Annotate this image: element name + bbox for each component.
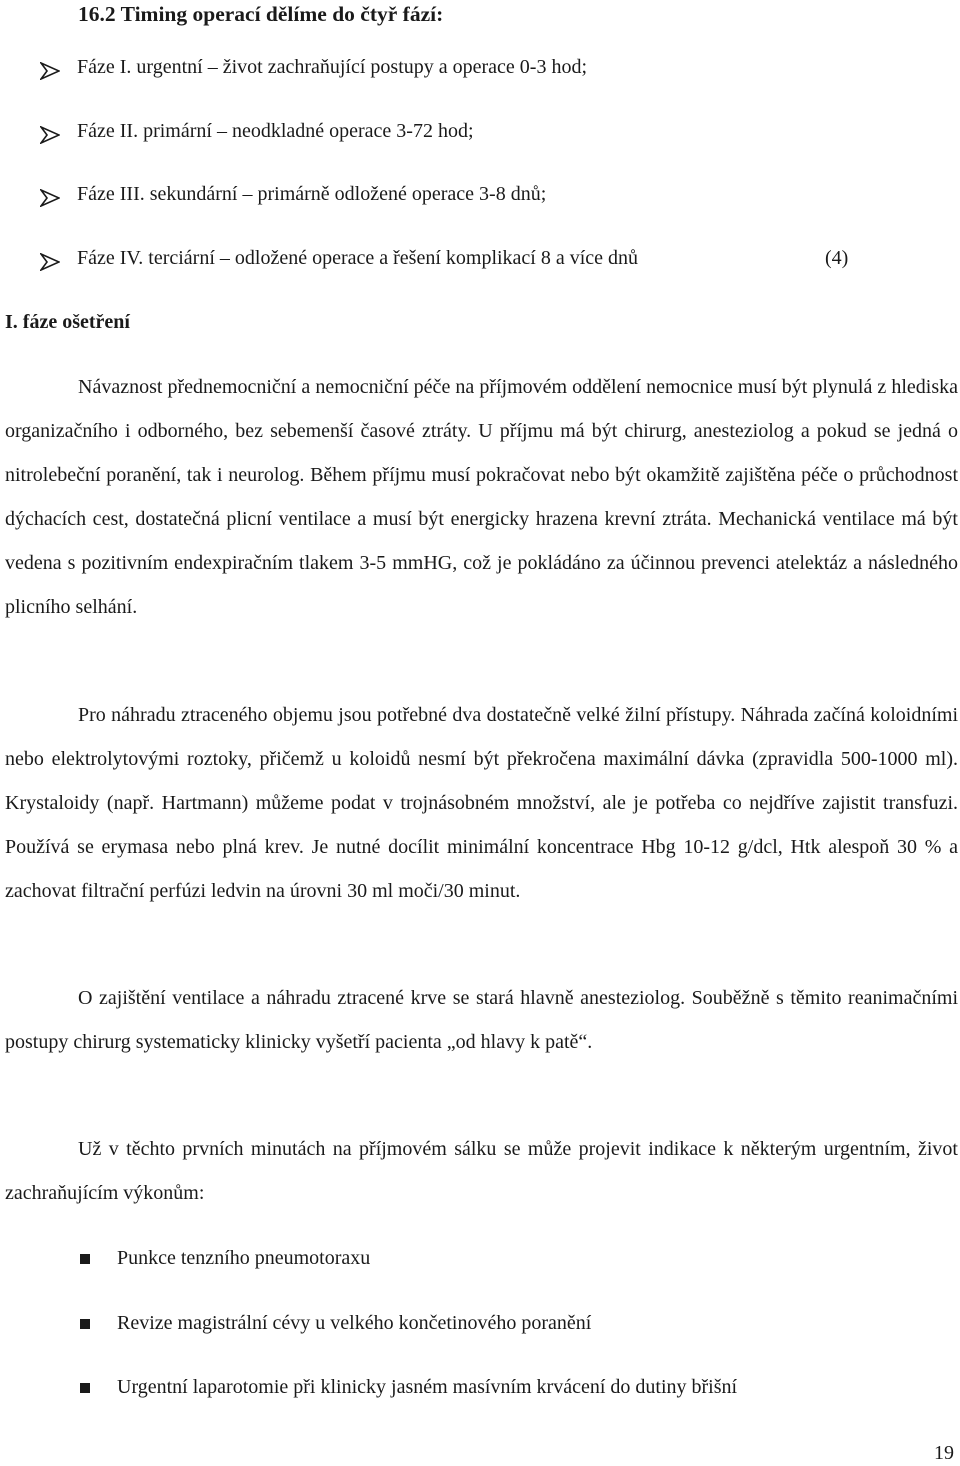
section-title: 16.2 Timing operací dělíme do čtyř fází:	[78, 2, 444, 26]
subheading: I. fáze ošetření	[5, 311, 130, 333]
phase-text: Fáze I. urgentní – život zachraňující postupy a operace 0-3 hod;	[77, 56, 588, 78]
phase-text: Fáze IV. terciární – odložené operace a řešení komplikací 8 a více dnů	[77, 247, 639, 269]
list-item-text: Revize magistrální cévy u velkého končetinového poranění	[117, 1312, 592, 1334]
square-bullet-icon	[80, 1383, 90, 1393]
list-item-text: Punkce tenzního pneumotoraxu	[117, 1247, 371, 1269]
square-bullet-icon	[80, 1254, 90, 1264]
list-item-text: Urgentní laparotomie při klinicky jasném masívním krvácení do dutiny břišní	[117, 1376, 738, 1398]
phase-text: Fáze II. primární – neodkladné operace 3-72 hod;	[77, 120, 474, 142]
arrow-bullet-icon	[40, 62, 60, 80]
paragraph: Už v těchto prvních minutách na příjmovém sálku se může projevit indikace k některým urgentním, život zachraňujícím výkonům:	[5, 1138, 958, 1204]
page-number: 19	[934, 1442, 954, 1464]
arrow-bullet-icon	[40, 126, 60, 144]
square-bullet-icon	[80, 1319, 90, 1329]
paragraph: O zajištění ventilace a náhradu ztracené krve se stará hlavně anesteziolog. Souběžně s těmito reanimačními postupy chirurg systematicky klinicky vyšetří pacienta „od hlavy k patě“.	[5, 987, 958, 1053]
arrow-bullet-icon	[40, 253, 60, 271]
arrow-bullet-icon	[40, 189, 60, 207]
paragraph: Pro náhradu ztraceného objemu jsou potřebné dva dostatečně velké žilní přístupy. Náhrada začíná koloidními nebo elektrolytovými roztoky, přičemž u koloidů nesmí být překročena maximální dávka (zpravidla 500-1000 ml). Krystaloidy (např. Hartmann) můžeme podat v trojnásobném množství, ale je potřeba co nejdříve zajistit transfuzi. Používá se erymasa nebo plná krev. Je nutné docílit minimální koncentrace Hbg 10-12 g/dcl, Htk alespoň 30 % a zachovat filtrační perfúzi ledvin na úrovni 30 ml moči/30 minut.	[5, 704, 958, 902]
phase-text: Fáze III. sekundární – primárně odložené operace 3-8 dnů;	[77, 183, 547, 205]
paragraph: Návaznost přednemocniční a nemocniční péče na příjmovém oddělení nemocnice musí být plynulá z hlediska organizačního i odborného, bez sebemenší časové ztráty. U příjmu má být chirurg, anesteziolog a pokud se jedná o nitrolebeční poranění, tak i neurolog. Během příjmu musí pokračovat nebo být okamžitě zajištěna péče o průchodnost dýchacích cest, dostatečná plicní ventilace a musí být energicky hrazena krevní ztráta. Mechanická ventilace má být vedena s pozitivním endexpiračním tlakem 3-5 mmHG, což je pokládáno za účinnou prevenci atelektáz a následného plicního selhání.	[5, 376, 958, 618]
citation-ref: (4)	[825, 247, 849, 269]
